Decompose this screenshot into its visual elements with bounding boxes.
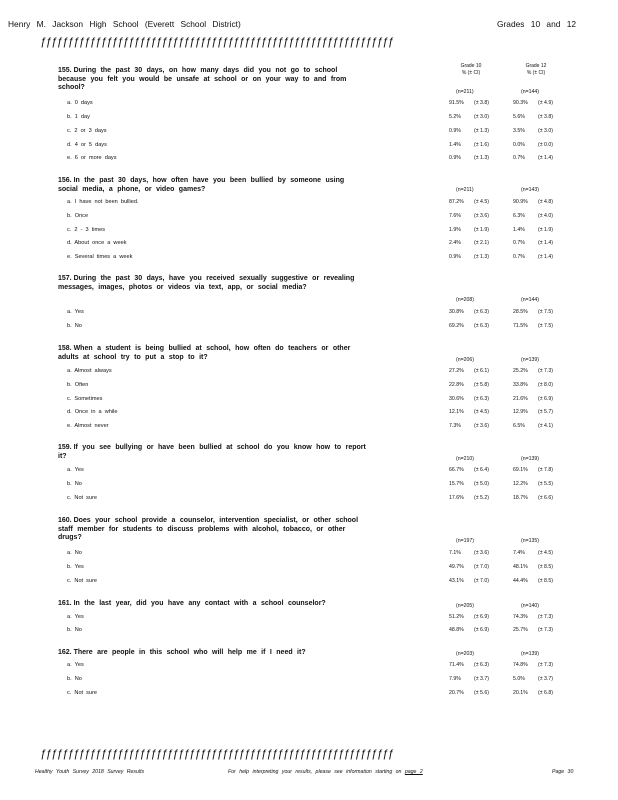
grade-12-confidence-interval: (± 1.4) <box>538 254 553 260</box>
answer-option-label: a. I have not been bullied. <box>67 199 139 205</box>
grade-10-confidence-interval: (± 4.5) <box>474 199 489 205</box>
grade-10-confidence-interval: (± 5.2) <box>474 495 489 501</box>
grade-12-sample-size: (n=139) <box>521 651 540 657</box>
footer-page-number: Page 30 <box>552 769 574 775</box>
answer-option-label: a. Yes <box>67 614 84 620</box>
question-text <box>58 600 368 609</box>
grade-12-percent: 21.6% <box>513 396 528 402</box>
answer-option-label: c. 2 - 3 times <box>67 227 106 233</box>
grade-10-percent: 48.8% <box>449 627 464 633</box>
answer-option-label: b. No <box>67 323 82 329</box>
grade-12-confidence-interval: (± 4.0) <box>538 213 553 219</box>
grade-10-percent: 49.7% <box>449 564 464 570</box>
grade-12-percent: 28.5% <box>513 309 528 315</box>
grade-10-percent: 12.1% <box>449 409 464 415</box>
question-number: 158. <box>58 345 72 352</box>
question-number: 159. <box>58 444 72 451</box>
grade-10-percent: 66.7% <box>449 467 464 473</box>
grade-10-confidence-interval: (± 5.6) <box>474 690 489 696</box>
answer-option-label: d. Once in a while <box>67 409 118 415</box>
grade-10-confidence-interval: (± 6.1) <box>474 368 489 374</box>
grade-12-confidence-interval: (± 8.5) <box>538 564 553 570</box>
grade-12-percent: 12.2% <box>513 481 528 487</box>
grade-10-percent: 71.4% <box>449 662 464 668</box>
grade-12-confidence-interval: (± 6.9) <box>538 396 553 402</box>
question-body: When a student is being bullied at school, how often do teachers or other adults at school try to put a stop to it? <box>58 345 351 361</box>
grade-10-percent: 51.2% <box>449 614 464 620</box>
grade-10-confidence-interval: (± 2.1) <box>474 240 489 246</box>
grade-12-confidence-interval: (± 7.5) <box>538 309 553 315</box>
question-body: There are people in this school who will help me if I need it? <box>73 649 306 656</box>
answer-option-label: c. Sometimes <box>67 396 103 402</box>
grade-10-confidence-interval: (± 6.3) <box>474 309 489 315</box>
question-body: During the past 30 days, have you received sexually suggestive or revealing messages, images, photos or videos via text, app, or social media? <box>58 275 355 291</box>
question-text <box>58 649 368 658</box>
answer-option-label: e. Several times a week <box>67 254 133 260</box>
grade-10-percent: 1.4% <box>449 142 461 148</box>
question-text <box>58 444 368 461</box>
grade-10-confidence-interval: (± 3.6) <box>474 423 489 429</box>
footer-help-note <box>228 769 423 775</box>
grade-12-sample-size: (n=144) <box>521 297 540 303</box>
answer-option-label: b. No <box>67 627 82 633</box>
grade-12-sample-size: (n=143) <box>521 187 540 193</box>
question-body: In the past 30 days, how often have you been bullied by someone using social media, a phone, or video games? <box>58 177 345 193</box>
question-body: In the last year, did you have any contact with a school counselor? <box>73 600 326 607</box>
answer-option-label: e. Almost never <box>67 423 109 429</box>
grade-12-percent: 25.2% <box>513 368 528 374</box>
grade-12-confidence-interval: (± 7.3) <box>538 662 553 668</box>
grade-10-percent: 0.9% <box>449 128 461 134</box>
answer-option-label: d. 4 or 5 days <box>67 142 107 148</box>
grade-12-confidence-interval: (± 5.7) <box>538 409 553 415</box>
grade-12-percent: 48.1% <box>513 564 528 570</box>
grade-10-title: Grade 10 <box>460 63 482 69</box>
grade-10-sample-size: (n=197) <box>456 538 475 544</box>
grade-10-confidence-interval: (± 4.5) <box>474 409 489 415</box>
grade-12-confidence-interval: (± 7.3) <box>538 614 553 620</box>
answer-option-label: b. Once <box>67 213 89 219</box>
grade-12-confidence-interval: (± 3.8) <box>538 114 553 120</box>
grade-12-percent: 90.9% <box>513 199 528 205</box>
grade-10-confidence-interval: (± 6.9) <box>474 614 489 620</box>
grade-10-confidence-interval: (± 6.3) <box>474 323 489 329</box>
footer-page-link[interactable]: page 2 <box>404 769 423 775</box>
grade-12-confidence-interval: (± 8.0) <box>538 382 553 388</box>
grade-10-percent: 2.4% <box>449 240 461 246</box>
grade-12-percent: 25.7% <box>513 627 528 633</box>
grade-12-percent: 0.7% <box>513 155 525 161</box>
answer-option-label: b. No <box>67 676 82 682</box>
grade-10-confidence-interval: (± 1.9) <box>474 227 489 233</box>
question-number: 160. <box>58 517 72 524</box>
footer-survey-name: Healthy Youth Survey 2018 Survey Results <box>35 769 145 775</box>
grade-12-percent: 33.8% <box>513 382 528 388</box>
grade-12-confidence-interval: (± 6.8) <box>538 690 553 696</box>
grade-10-confidence-interval: (± 1.3) <box>474 254 489 260</box>
answer-option-label: c. 2 or 3 days <box>67 128 107 134</box>
grade-12-confidence-interval: (± 6.6) <box>538 495 553 501</box>
grade-12-confidence-interval: (± 4.5) <box>538 550 553 556</box>
grade-12-sample-size: (n=144) <box>521 89 540 95</box>
grade-12-percent: 0.0% <box>513 142 525 148</box>
grade-12-confidence-interval: (± 1.4) <box>538 155 553 161</box>
grade-12-sample-size: (n=140) <box>521 603 540 609</box>
question-body: During the past 30 days, on how many days did you not go to school because you felt you would be unsafe at school or on your way to and from school? <box>58 67 347 92</box>
grade-10-confidence-interval: (± 6.3) <box>474 662 489 668</box>
grade-10-confidence-interval: (± 1.6) <box>474 142 489 148</box>
answer-option-label: b. Yes <box>67 564 84 570</box>
grade-10-sample-size: (n=211) <box>456 89 474 95</box>
grade-10-percent: 27.2% <box>449 368 464 374</box>
grade-10-sample-size: (n=205) <box>456 603 475 609</box>
grade-12-percent: 0.7% <box>513 254 525 260</box>
grade-12-column-header <box>511 63 561 77</box>
grade-10-sample-size: (n=203) <box>456 651 475 657</box>
grade-12-confidence-interval: (± 5.5) <box>538 481 553 487</box>
grade-10-confidence-interval: (± 3.8) <box>474 100 489 106</box>
grade-10-percent: 30.6% <box>449 396 464 402</box>
answer-option-label: d. About once a week <box>67 240 127 246</box>
answer-option-label: b. No <box>67 481 82 487</box>
grade-10-column-header <box>446 63 496 77</box>
question-text <box>58 67 368 93</box>
grade-12-title: Grade 12 <box>525 63 547 69</box>
grade-10-percent: 15.7% <box>449 481 464 487</box>
school-title: Henry M. Jackson High School (Everett School District) <box>8 19 241 29</box>
grade-10-sample-size: (n=211) <box>456 187 474 193</box>
grade-10-confidence-interval: (± 3.6) <box>474 550 489 556</box>
grade-10-confidence-interval: (± 6.9) <box>474 627 489 633</box>
grade-10-confidence-interval: (± 6.3) <box>474 396 489 402</box>
grade-10-percent: 5.2% <box>449 114 461 120</box>
question-number: 156. <box>58 177 72 184</box>
grade-10-percent: 91.5% <box>449 100 464 106</box>
grade-12-confidence-interval: (± 8.5) <box>538 578 553 584</box>
question-number: 155. <box>58 67 72 74</box>
grade-10-percent: 20.7% <box>449 690 464 696</box>
bottom-divider: ƒƒƒƒƒƒƒƒƒƒƒƒƒƒƒƒƒƒƒƒƒƒƒƒƒƒƒƒƒƒƒƒƒƒƒƒƒƒƒƒƒƒƒƒƒƒƒƒƒƒƒƒƒƒƒƒƒƒƒƒƒƒƒƒ <box>40 748 394 760</box>
grade-12-percent: 1.4% <box>513 227 525 233</box>
grade-12-percent: 3.5% <box>513 128 525 134</box>
grade-12-confidence-interval: (± 3.0) <box>538 128 553 134</box>
grade-12-percent: 44.4% <box>513 578 528 584</box>
question-body: Does your school provide a counselor, intervention specialist, or other school staff member for students to discuss problems with alcohol, tobacco, or other drugs? <box>58 517 359 542</box>
grade-12-confidence-interval: (± 0.0) <box>538 142 553 148</box>
grade-10-percent: 0.9% <box>449 155 461 161</box>
grade-12-percent: 5.0% <box>513 676 525 682</box>
answer-option-label: a. Almost always <box>67 368 112 374</box>
grade-12-percent: 6.3% <box>513 213 525 219</box>
grade-10-percent: 30.8% <box>449 309 464 315</box>
grade-10-confidence-interval: (± 3.7) <box>474 676 489 682</box>
answer-option-label: a. Yes <box>67 467 84 473</box>
grade-12-confidence-interval: (± 7.3) <box>538 368 553 374</box>
answer-option-label: c. Not sure <box>67 495 98 501</box>
grade-12-sample-size: (n=135) <box>521 538 540 544</box>
answer-option-label: e. 6 or more days <box>67 155 117 161</box>
answer-option-label: a. Yes <box>67 662 84 668</box>
grade-10-sample-size: (n=206) <box>456 357 475 363</box>
grade-10-percent: 69.2% <box>449 323 464 329</box>
grade-12-confidence-interval: (± 3.7) <box>538 676 553 682</box>
grade-12-confidence-interval: (± 7.8) <box>538 467 553 473</box>
footer-help-text: For help interpreting your results, please see information starting on <box>228 769 402 775</box>
grade-12-confidence-interval: (± 7.5) <box>538 323 553 329</box>
grades-label: Grades 10 and 12 <box>497 19 577 29</box>
grade-12-percent: 74.3% <box>513 614 528 620</box>
grade-12-percent: 69.1% <box>513 467 528 473</box>
grade-10-percent: 0.9% <box>449 254 461 260</box>
answer-option-label: a. No <box>67 550 82 556</box>
answer-option-label: b. Often <box>67 382 89 388</box>
grade-12-percent: 90.3% <box>513 100 528 106</box>
grade-12-percent: 20.1% <box>513 690 528 696</box>
answer-option-label: b. 1 day <box>67 114 90 120</box>
grade-12-percent: 71.5% <box>513 323 528 329</box>
grade-10-percent: 7.9% <box>449 676 461 682</box>
grade-10-percent: 7.6% <box>449 213 461 219</box>
grade-10-percent: 87.2% <box>449 199 464 205</box>
grade-10-percent: 22.8% <box>449 382 464 388</box>
grade-10-confidence-interval: (± 7.0) <box>474 564 489 570</box>
question-text <box>58 345 368 362</box>
grade-10-confidence-interval: (± 3.6) <box>474 213 489 219</box>
answer-option-label: a. 0 days <box>67 100 93 106</box>
grade-12-percent: 5.6% <box>513 114 525 120</box>
grade-12-percent: 7.4% <box>513 550 525 556</box>
grade-10-confidence-interval: (± 3.0) <box>474 114 489 120</box>
grade-10-confidence-interval: (± 5.8) <box>474 382 489 388</box>
grade-10-percent: 7.1% <box>449 550 461 556</box>
question-number: 161. <box>58 600 72 607</box>
answer-option-label: c. Not sure <box>67 690 98 696</box>
grade-10-confidence-interval: (± 6.4) <box>474 467 489 473</box>
question-body: If you see bullying or have been bullied at school do you know how to report it? <box>58 444 366 460</box>
question-number: 162. <box>58 649 72 656</box>
grade-12-confidence-interval: (± 4.8) <box>538 199 553 205</box>
grade-12-confidence-interval: (± 4.9) <box>538 100 553 106</box>
grade-12-percent: 6.5% <box>513 423 525 429</box>
grade-10-percent: 43.1% <box>449 578 464 584</box>
grade-12-percent: 18.7% <box>513 495 528 501</box>
grade-10-confidence-interval: (± 7.0) <box>474 578 489 584</box>
grade-12-confidence-interval: (± 7.3) <box>538 627 553 633</box>
grade-12-sample-size: (n=139) <box>521 456 540 462</box>
grade-12-percent: 12.9% <box>513 409 528 415</box>
grade-10-confidence-interval: (± 5.0) <box>474 481 489 487</box>
question-number: 157. <box>58 275 72 282</box>
grade-10-sample-size: (n=208) <box>456 297 475 303</box>
grade-12-confidence-interval: (± 1.9) <box>538 227 553 233</box>
answer-option-label: c. Not sure <box>67 578 98 584</box>
grade-10-percent: 1.9% <box>449 227 461 233</box>
grade-12-confidence-interval: (± 1.4) <box>538 240 553 246</box>
question-text <box>58 275 368 292</box>
grade-12-percent: 74.8% <box>513 662 528 668</box>
answer-option-label: a. Yes <box>67 309 84 315</box>
top-divider: ƒƒƒƒƒƒƒƒƒƒƒƒƒƒƒƒƒƒƒƒƒƒƒƒƒƒƒƒƒƒƒƒƒƒƒƒƒƒƒƒƒƒƒƒƒƒƒƒƒƒƒƒƒƒƒƒƒƒƒƒƒƒƒƒ <box>40 36 394 48</box>
grade-10-confidence-interval: (± 1.3) <box>474 128 489 134</box>
grade-10-sample-size: (n=210) <box>456 456 475 462</box>
question-text <box>58 517 368 543</box>
grade-10-subtitle: % (± CI) <box>461 70 481 76</box>
grade-12-confidence-interval: (± 4.1) <box>538 423 553 429</box>
grade-10-percent: 17.6% <box>449 495 464 501</box>
grade-12-sample-size: (n=139) <box>521 357 540 363</box>
grade-10-percent: 7.3% <box>449 423 461 429</box>
question-text <box>58 177 368 194</box>
grade-12-subtitle: % (± CI) <box>526 70 546 76</box>
grade-12-percent: 0.7% <box>513 240 525 246</box>
grade-10-confidence-interval: (± 1.3) <box>474 155 489 161</box>
